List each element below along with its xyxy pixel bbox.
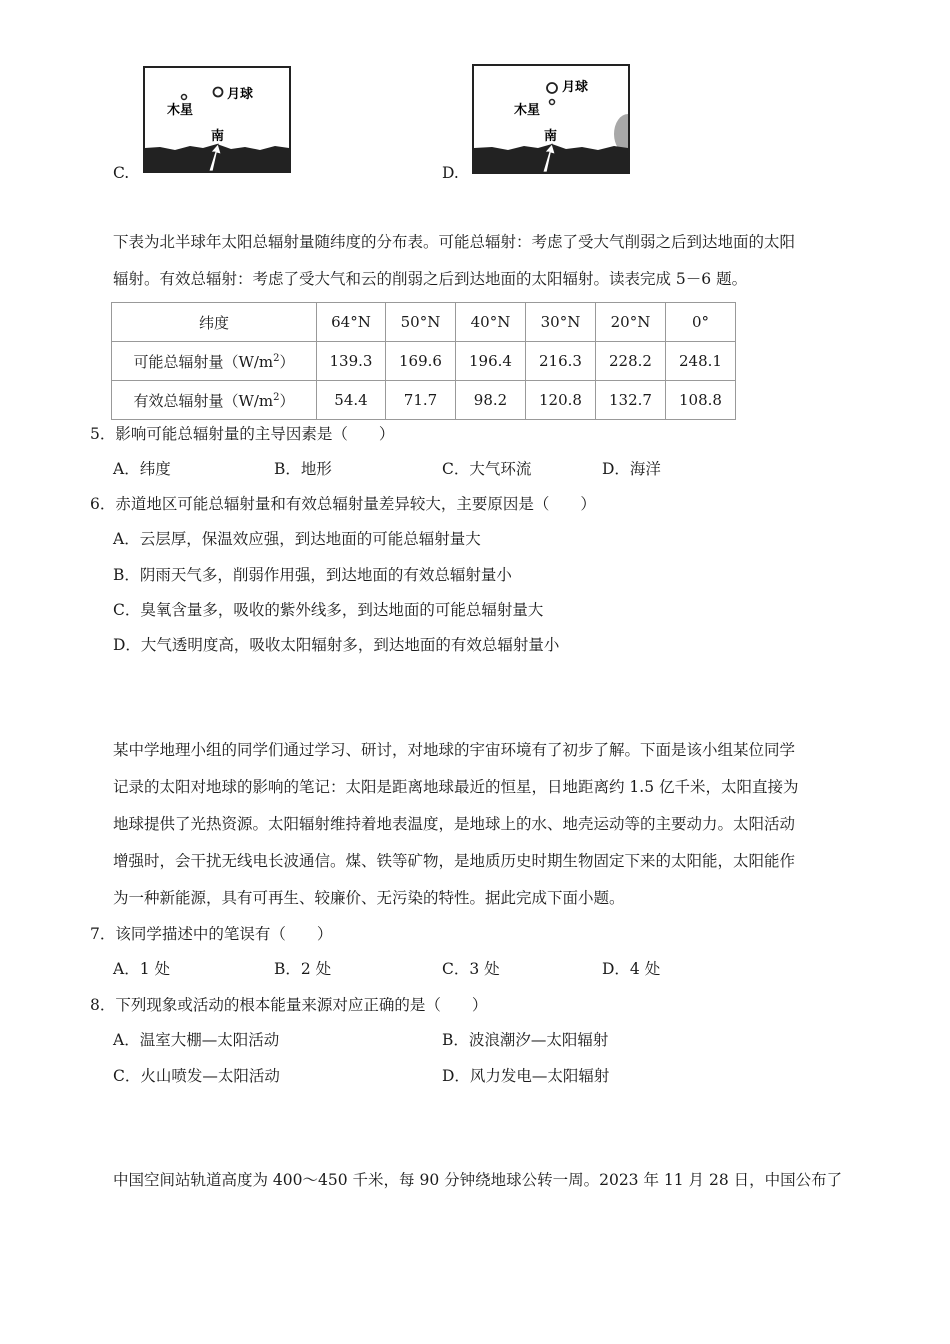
q5-option-d[interactable]: D．海洋 bbox=[602, 460, 661, 478]
table-cell: 108.8 bbox=[666, 381, 736, 420]
figure-c-label: C. bbox=[113, 164, 130, 182]
q6-option-b[interactable]: B．阴雨天气多，削弱作用强，到达地面的有效总辐射量小 bbox=[113, 566, 512, 584]
passage-1-line: 辐射。有效总辐射：考虑了受大气和云的削弱之后到达地面的太阳辐射。读表完成 5－6 题。 bbox=[113, 270, 748, 288]
table-cell: 132.7 bbox=[596, 381, 666, 420]
table-cell: 71.7 bbox=[386, 381, 456, 420]
question-6-stem: 6．赤道地区可能总辐射量和有效总辐射量差异较大，主要原因是（ ） bbox=[90, 495, 596, 513]
table-cell: 120.8 bbox=[526, 381, 596, 420]
south-label: 南 bbox=[211, 129, 225, 144]
table-header-cell: 30°N bbox=[526, 303, 596, 342]
passage-2-line: 为一种新能源，具有可再生、较廉价、无污染的特性。据此完成下面小题。 bbox=[113, 889, 625, 907]
table-cell: 169.6 bbox=[386, 342, 456, 381]
figure-d-label: D. bbox=[442, 164, 459, 182]
q5-option-c[interactable]: C．大气环流 bbox=[442, 460, 532, 478]
moon-label: 月球 bbox=[562, 80, 589, 95]
south-label: 南 bbox=[544, 129, 558, 144]
moon-label: 月球 bbox=[227, 87, 254, 102]
row-label: 可能总辐射量$(W/m^2)$ bbox=[112, 342, 317, 381]
row-label: 有效总辐射量$(W/m^2)$ bbox=[112, 381, 317, 420]
table-cell: 54.4 bbox=[317, 381, 386, 420]
radiation-table bbox=[111, 302, 736, 420]
q7-option-c[interactable]: C．3 处 bbox=[442, 960, 500, 978]
table-cell: 216.3 bbox=[526, 342, 596, 381]
q7-option-a[interactable]: A．1 处 bbox=[113, 960, 170, 978]
q6-option-c[interactable]: C．臭氧含量多，吸收的紫外线多，到达地面的可能总辐射量大 bbox=[113, 601, 544, 619]
q8-option-b[interactable]: B．波浪潮汐—太阳辐射 bbox=[442, 1031, 609, 1049]
passage-2 bbox=[113, 732, 858, 917]
passage-2-line: 增强时，会干扰无线电长波通信。煤、铁等矿物，是地质历史时期生物固定下来的太阳能，太阳能作 bbox=[113, 852, 796, 870]
question-8-stem: 8．下列现象或活动的根本能量来源对应正确的是（ ） bbox=[90, 996, 488, 1014]
q5-option-a[interactable]: A．纬度 bbox=[113, 460, 171, 478]
jupiter-marker bbox=[550, 100, 555, 105]
passage-3-line: 中国空间站轨道高度为 400～450 千米，每 90 分钟绕地球公转一周。2023 年 11 月 28 日，中国公布了 bbox=[113, 1171, 843, 1189]
moon-marker bbox=[547, 83, 557, 93]
table-cell: 228.2 bbox=[596, 342, 666, 381]
table-header-cell: 64°N bbox=[317, 303, 386, 342]
passage-1 bbox=[113, 224, 858, 298]
passage-1-line: 下表为北半球年太阳总辐射量随纬度的分布表。可能总辐射：考虑了受大气削弱之后到达地面的太阳 bbox=[113, 233, 796, 251]
jupiter-label: 木星 bbox=[514, 103, 541, 118]
table-cell: 98.2 bbox=[456, 381, 526, 420]
q7-option-b[interactable]: B．2 处 bbox=[274, 960, 332, 978]
table-header-cell: 50°N bbox=[386, 303, 456, 342]
table-header-cell: 40°N bbox=[456, 303, 526, 342]
moon-marker bbox=[214, 88, 223, 97]
q8-option-d[interactable]: D．风力发电—太阳辐射 bbox=[442, 1067, 610, 1085]
table-cell: 196.4 bbox=[456, 342, 526, 381]
figure-d bbox=[472, 64, 630, 174]
jupiter-label: 木星 bbox=[167, 103, 194, 118]
figure-c bbox=[143, 66, 291, 173]
jupiter-marker bbox=[182, 95, 187, 100]
q7-option-d[interactable]: D．4 处 bbox=[602, 960, 661, 978]
question-7-stem: 7．该同学描述中的笔误有（ ） bbox=[90, 925, 333, 943]
table-cell: 139.3 bbox=[317, 342, 386, 381]
question-5-stem: 5．影响可能总辐射量的主导因素是（ ） bbox=[90, 425, 395, 443]
passage-2-line: 地球提供了光热资源。太阳辐射维持着地表温度，是地球上的水、地壳运动等的主要动力。太阳活动 bbox=[113, 815, 796, 833]
table-header-cell: 0° bbox=[666, 303, 736, 342]
table-row bbox=[112, 342, 736, 381]
table-row bbox=[112, 381, 736, 420]
q5-option-b[interactable]: B．地形 bbox=[274, 460, 332, 478]
passage-2-line: 记录的太阳对地球的影响的笔记：太阳是距离地球最近的恒星，日地距离约 1.5 亿千米，太阳直接为 bbox=[113, 778, 799, 796]
q8-option-a[interactable]: A．温室大棚—太阳活动 bbox=[113, 1031, 280, 1049]
passage-2-line: 某中学地理小组的同学们通过学习、研讨，对地球的宇宙环境有了初步了解。下面是该小组某位同学 bbox=[113, 741, 796, 759]
table-header-row bbox=[112, 303, 736, 342]
passage-3 bbox=[113, 1162, 858, 1199]
table-header-cell: 纬度 bbox=[112, 303, 317, 342]
table-header-cell: 20°N bbox=[596, 303, 666, 342]
table-cell: 248.1 bbox=[666, 342, 736, 381]
q8-option-c[interactable]: C．火山喷发—太阳活动 bbox=[113, 1067, 280, 1085]
q6-option-d[interactable]: D．大气透明度高，吸收太阳辐射多，到达地面的有效总辐射量小 bbox=[113, 636, 560, 654]
q6-option-a[interactable]: A．云层厚，保温效应强，到达地面的可能总辐射量大 bbox=[113, 530, 481, 548]
